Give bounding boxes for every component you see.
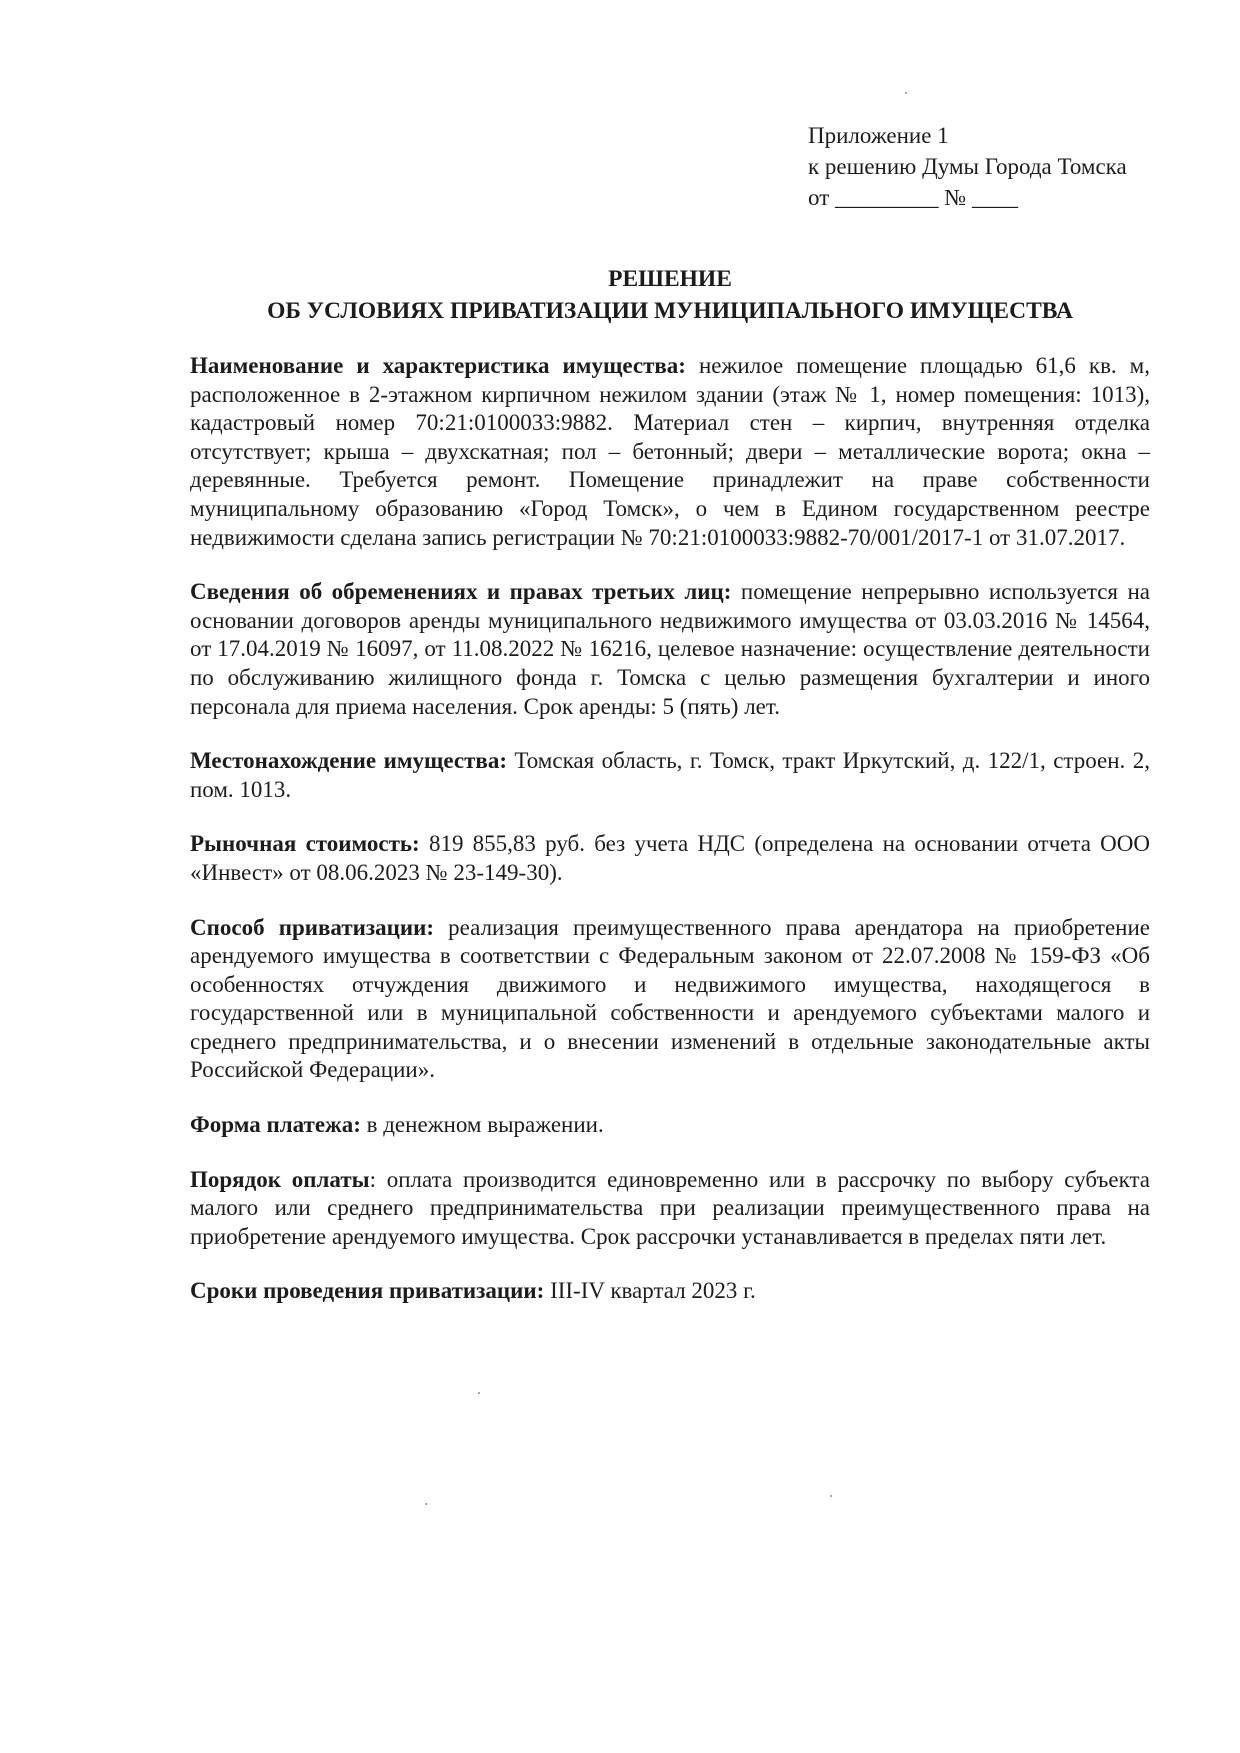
section-label: Наименование и характеристика имущества: (190, 353, 686, 378)
section-payment-order (190, 1166, 1150, 1252)
scan-speck (478, 1392, 480, 1394)
appendix-reference: к решению Думы Города Томска (808, 154, 1127, 179)
section-label: Сроки проведения приватизации: (190, 1278, 545, 1304)
appendix-block (808, 120, 1127, 213)
section-label: Способ приватизации: (190, 914, 435, 940)
section-payment-form (190, 1111, 1150, 1140)
section-label: Порядок оплаты (190, 1166, 370, 1192)
section-text: помещение непрерывно используется на основании договоров аренды муниципального недвижимого имущества от 03.03.2016 № 14564, от 17.04.2019 № 16097, от 11.08.2022 № 16216, целевое назначение: осуществление деятельности по обслуживанию жилищного фонда г. Томска с целью размещения бухгалтерии и иного персонала для приема населения. Срок аренды: 5 (пять) лет. (190, 579, 1150, 719)
section-property-description (190, 352, 1150, 552)
section-text: Томская область, г. Томск, тракт Иркутский, д. 122/1, строен. 2, пом. 1013. (190, 748, 1150, 802)
scan-speck (830, 1495, 832, 1497)
scan-speck (905, 92, 907, 94)
document-title (190, 263, 1150, 327)
section-market-value (190, 830, 1150, 887)
appendix-date-number: от _________ № ____ (808, 185, 1018, 210)
title-line-1: РЕШЕНИЕ (608, 266, 732, 292)
appendix-number: Приложение 1 (808, 123, 949, 148)
section-text: в денежном выражении. (360, 1112, 604, 1138)
section-text: 819 855,83 руб. без учета НДС (определена на основании отчета ООО «Инвест» от 08.06.2023 № 23-149-30). (190, 831, 1150, 885)
document-body (190, 352, 1150, 1332)
section-label: Местонахождение имущества: (190, 748, 507, 774)
title-line-2: ОБ УСЛОВИЯХ ПРИВАТИЗАЦИИ МУНИЦИПАЛЬНОГО ИМУЩЕСТВА (267, 298, 1073, 324)
section-privatization-terms (190, 1277, 1150, 1306)
section-label: Сведения об обременениях и правах третьих лиц: (190, 579, 732, 605)
section-location (190, 747, 1150, 804)
section-privatization-method (190, 914, 1150, 1086)
section-encumbrances (190, 578, 1150, 721)
section-text: III-IV квартал 2023 г. (544, 1278, 756, 1304)
scan-speck (425, 1503, 427, 1505)
section-text: нежилое помещение площадью 61,6 кв. м, расположенное в 2-этажном кирпичном нежилом здании (этаж № 1, номер помещения: 1013), кадастровый номер 70:21:0100033:9882. Материал стен – кирпич, внутренняя отделка отсутствует; крыша – двухскатная; пол – бетонный; двери – металлические ворота; окна – деревянные. Требуется ремонт. Помещение принадлежит на праве собственности муниципальному образованию «Город Томск», о чем в Едином государственном реестре недвижимости сделана запись регистрации № 70:21:0100033:9882-70/001/2017-1 от 31.07.2017. (190, 353, 1150, 550)
section-label: Форма платежа: (190, 1112, 361, 1138)
section-text: : оплата производится единовременно или в рассрочку по выбору субъекта малого или среднего предпринимательства при реализации преимущественного права на приобретение арендуемого имущества. Срок рассрочки устанавливается в пределах пяти лет. (190, 1166, 1150, 1249)
section-text: реализация преимущественного права арендатора на приобретение арендуемого имущества в соответствии с Федеральным законом от 22.07.2008 № 159-ФЗ «Об особенностях отчуждения движимого и недвижимого имущества, находящегося в государственной или в муниципальной собственности и арендуемого субъектами малого и среднего предпринимательства, и о внесении изменений в отдельные законодательные акты Российской Федерации». (190, 914, 1150, 1083)
section-label: Рыночная стоимость: (190, 831, 420, 857)
